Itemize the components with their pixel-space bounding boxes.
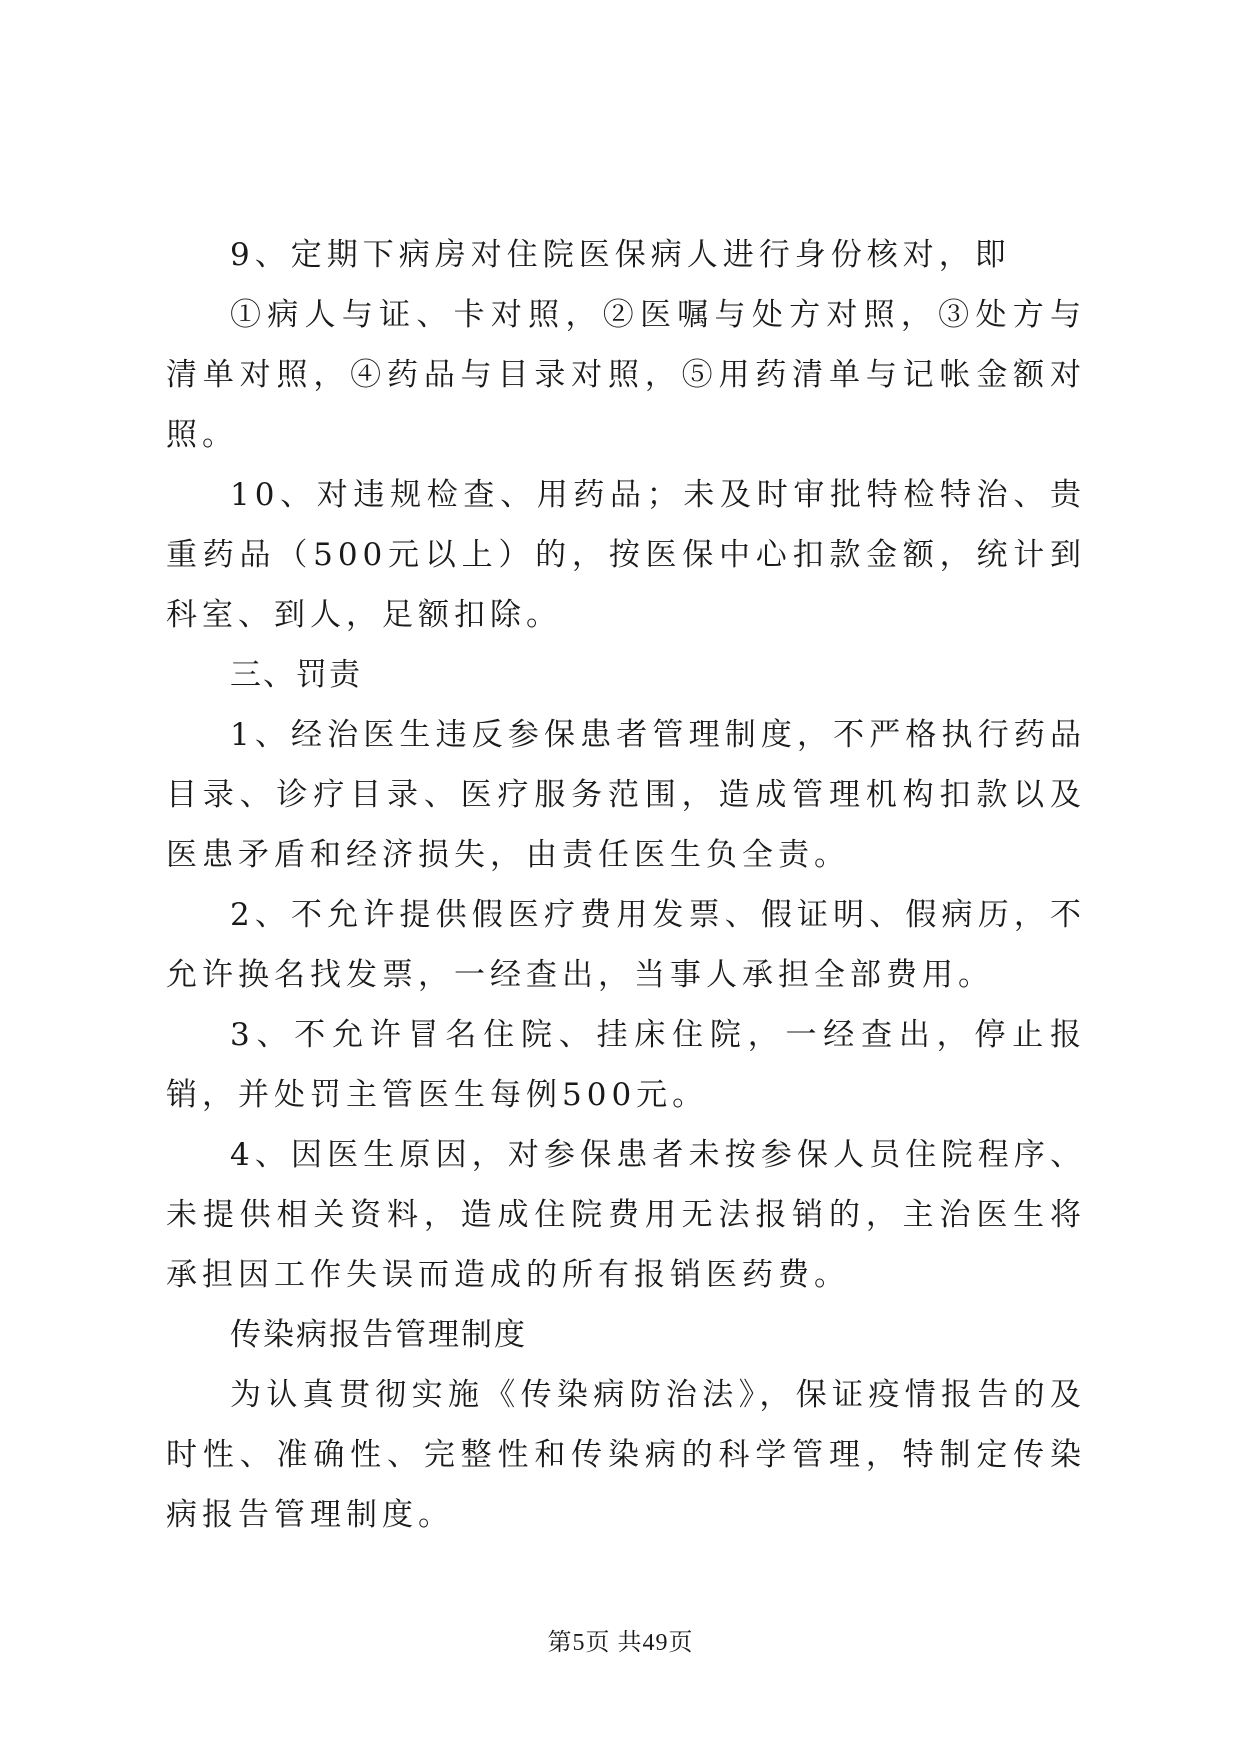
paragraph-penalty-4: 4、因医生原因，对参保患者未按参保人员住院程序、未提供相关资料，造成住院费用无法报销的，主治医生将承担因工作失误而造成的所有报销医药费。 [166, 1137, 1086, 1293]
section-heading-infectious-disease: 传染病报告管理制度 [230, 1317, 527, 1353]
paragraph-item-10: 10、对违规检查、用药品；未及时审批特检特治、贵重药品（500元以上）的，按医保中心扣款金额，统计到科室、到人，足额扣除。 [166, 477, 1086, 633]
document-body [166, 225, 1086, 1545]
paragraph-item-9: 9、定期下病房对住院医保病人进行身份核对，即 [230, 237, 1011, 273]
page-footer: 第5页 共49页 [547, 1630, 694, 1656]
paragraph-infectious-intro: 为认真贯彻实施《传染病防治法》，保证疫情报告的及时性、准确性、完整性和传染病的科学管理，特制定传染病报告管理制度。 [166, 1377, 1086, 1533]
paragraph-verification-list: ①病人与证、卡对照，②医嘱与处方对照，③处方与清单对照，④药品与目录对照，⑤用药清单与记帐金额对照。 [166, 297, 1086, 453]
paragraph-penalty-3: 3、不允许冒名住院、挂床住院，一经查出，停止报销，并处罚主管医生每例500元。 [166, 1017, 1086, 1113]
paragraph-penalty-2: 2、不允许提供假医疗费用发票、假证明、假病历，不允许换名找发票，一经查出，当事人承担全部费用。 [166, 897, 1086, 993]
section-heading-penalties: 三、罚责 [230, 657, 362, 693]
paragraph-penalty-1: 1、经治医生违反参保患者管理制度，不严格执行药品目录、诊疗目录、医疗服务范围，造成管理机构扣款以及医患矛盾和经济损失，由责任医生负全责。 [166, 717, 1086, 873]
